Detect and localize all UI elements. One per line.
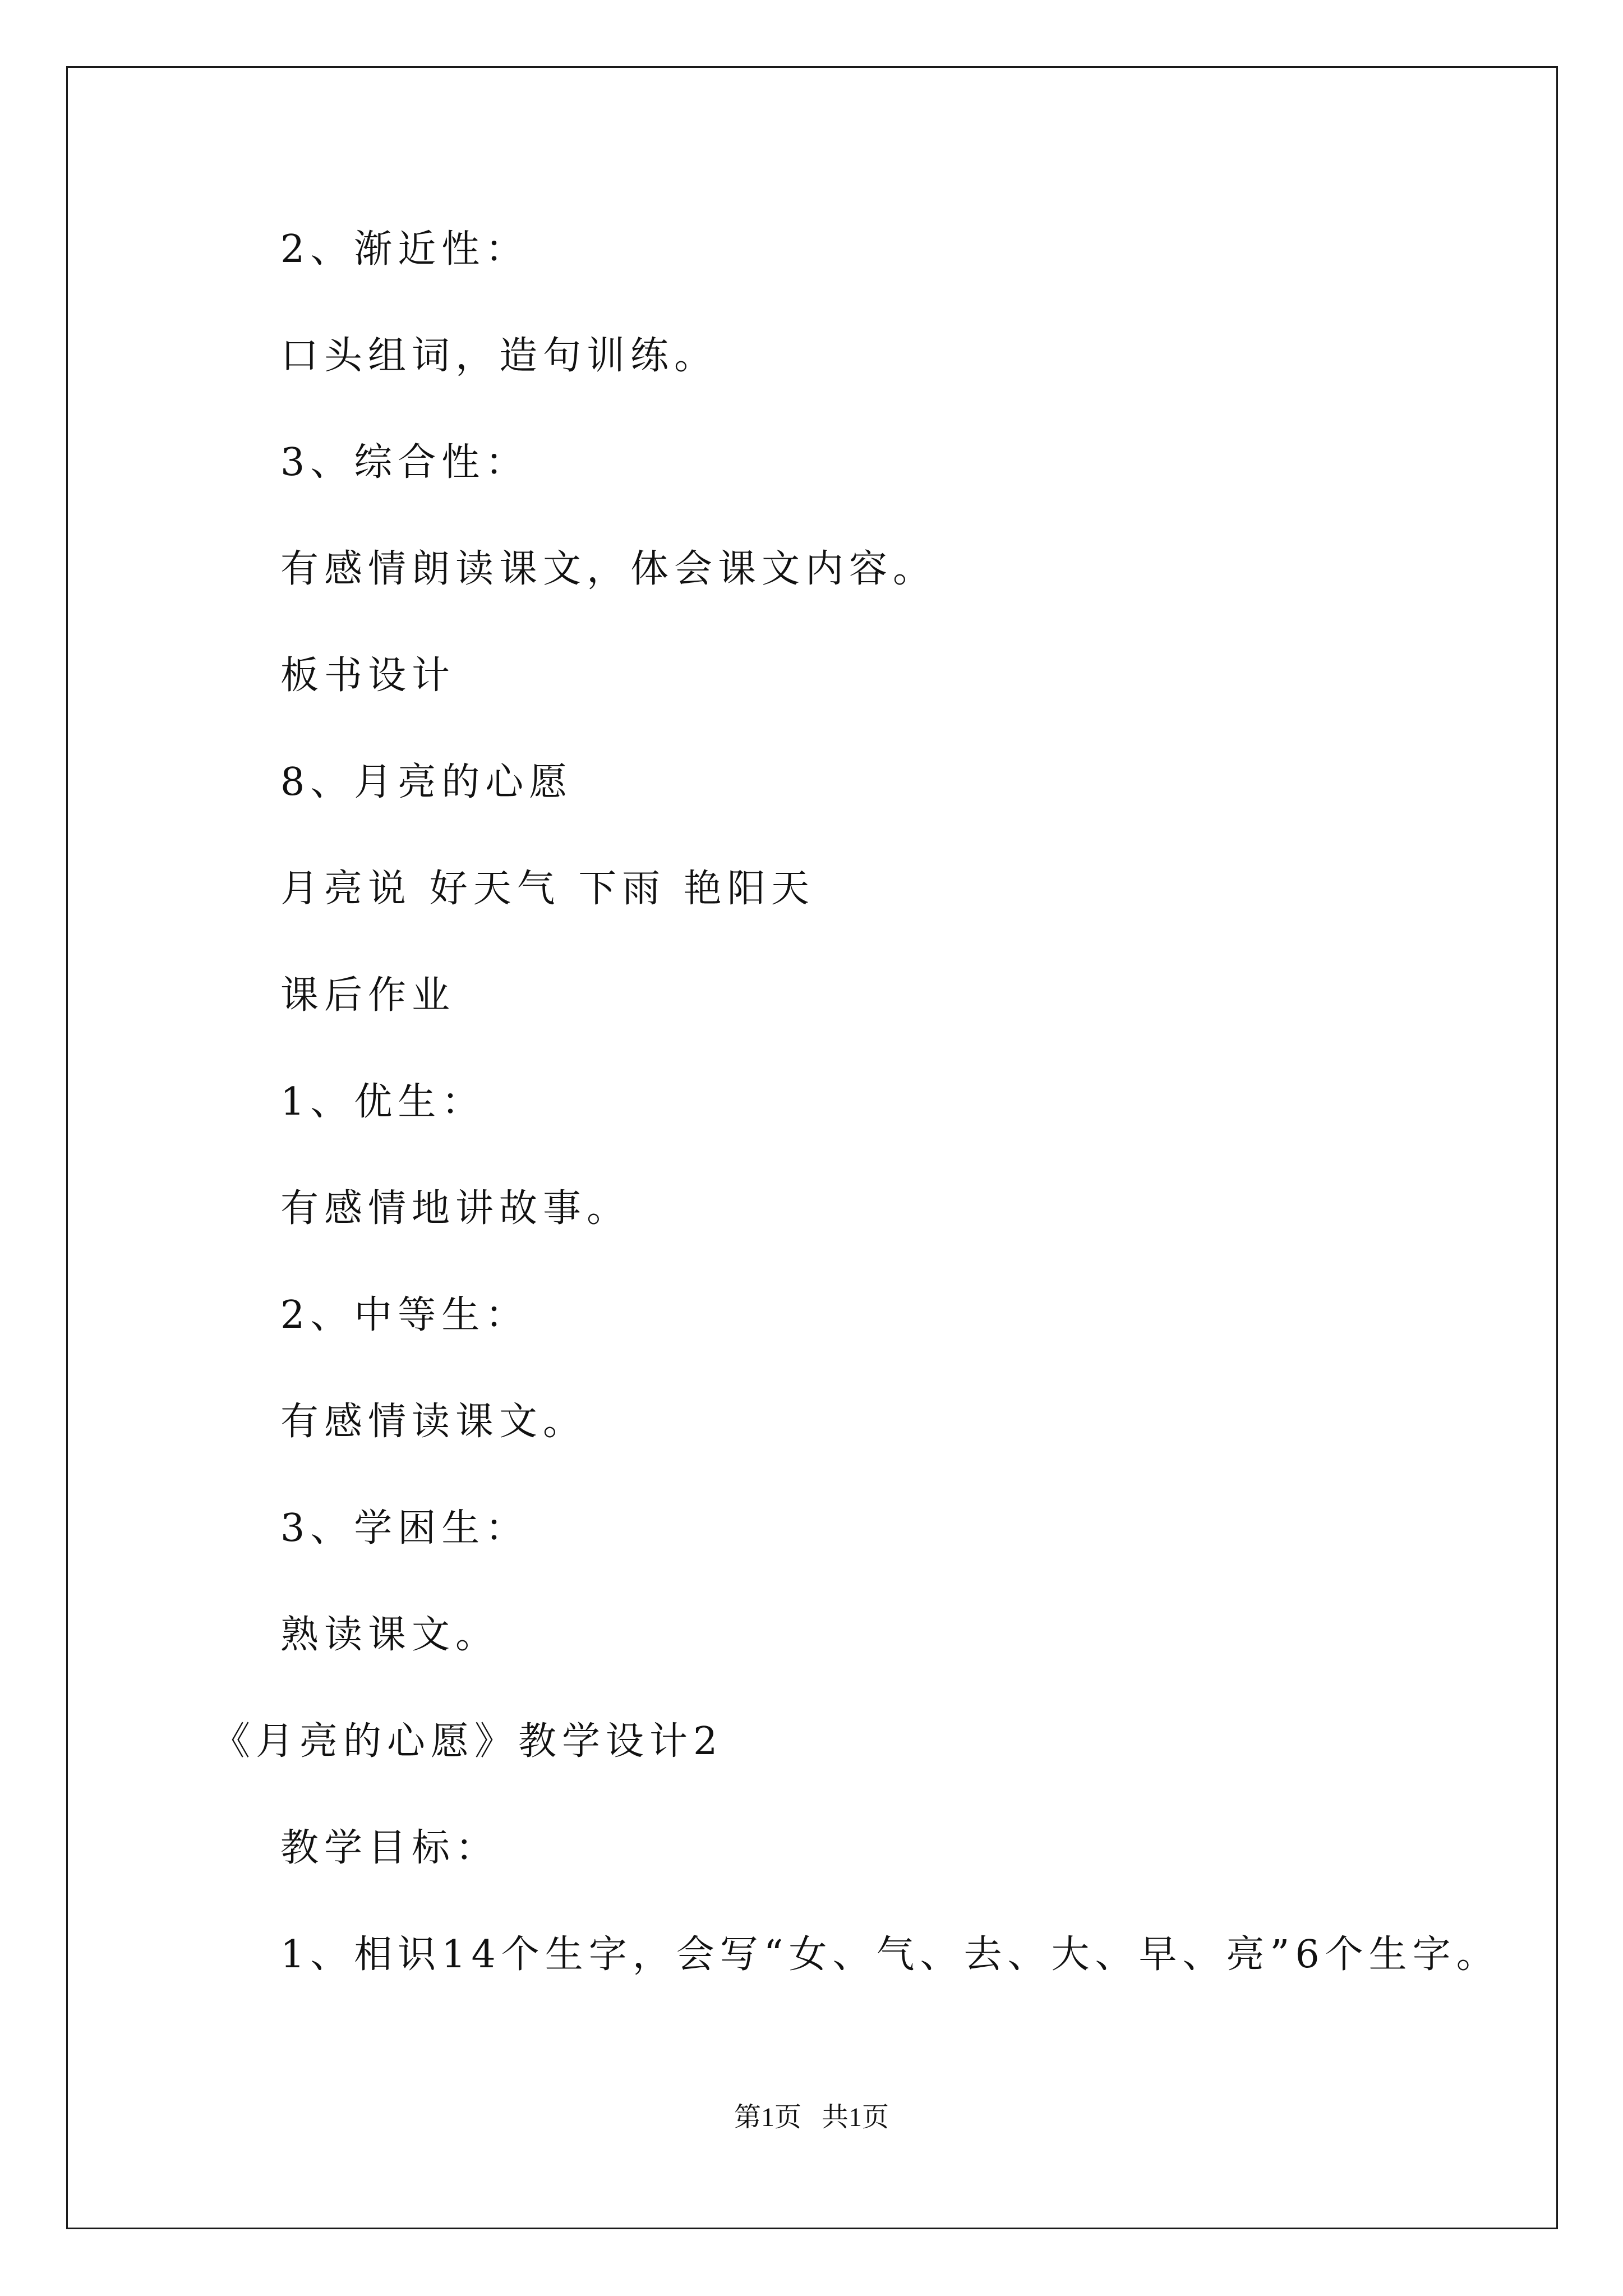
homework-level-label: 2、中等生： <box>280 1293 529 1337</box>
body-text: 有感情朗读课文，体会课文内容。 <box>280 547 937 591</box>
objective-item: 1、相识14个生字，会写“女、气、去、大、早、亮”6个生字。 <box>280 1932 1500 1977</box>
section-label-board-design: 板书设计 <box>280 654 456 698</box>
lesson-title: 8、月亮的心愿 <box>280 760 573 804</box>
body-text: 口头组词，造句训练。 <box>280 334 718 378</box>
page-footer: 第1页 共1页 <box>734 2102 889 2132</box>
section-label-comprehensive: 3、综合性： <box>280 440 529 485</box>
section-label-homework: 课后作业 <box>280 973 456 1018</box>
homework-task: 熟读课文。 <box>280 1613 500 1657</box>
homework-level-label: 3、学困生： <box>280 1506 529 1550</box>
homework-task: 有感情读课文。 <box>280 1400 587 1444</box>
section-label-objectives: 教学目标： <box>280 1826 500 1870</box>
homework-task: 有感情地讲故事。 <box>280 1186 631 1231</box>
page-border <box>66 66 1558 2229</box>
board-keywords: 月亮说 好天气 下雨 艳阳天 <box>280 867 815 911</box>
document-heading: 《月亮的心愿》教学设计2 <box>212 1719 723 1764</box>
section-label-gradual: 2、渐近性： <box>280 227 529 272</box>
homework-level-label: 1、优生： <box>280 1080 486 1124</box>
